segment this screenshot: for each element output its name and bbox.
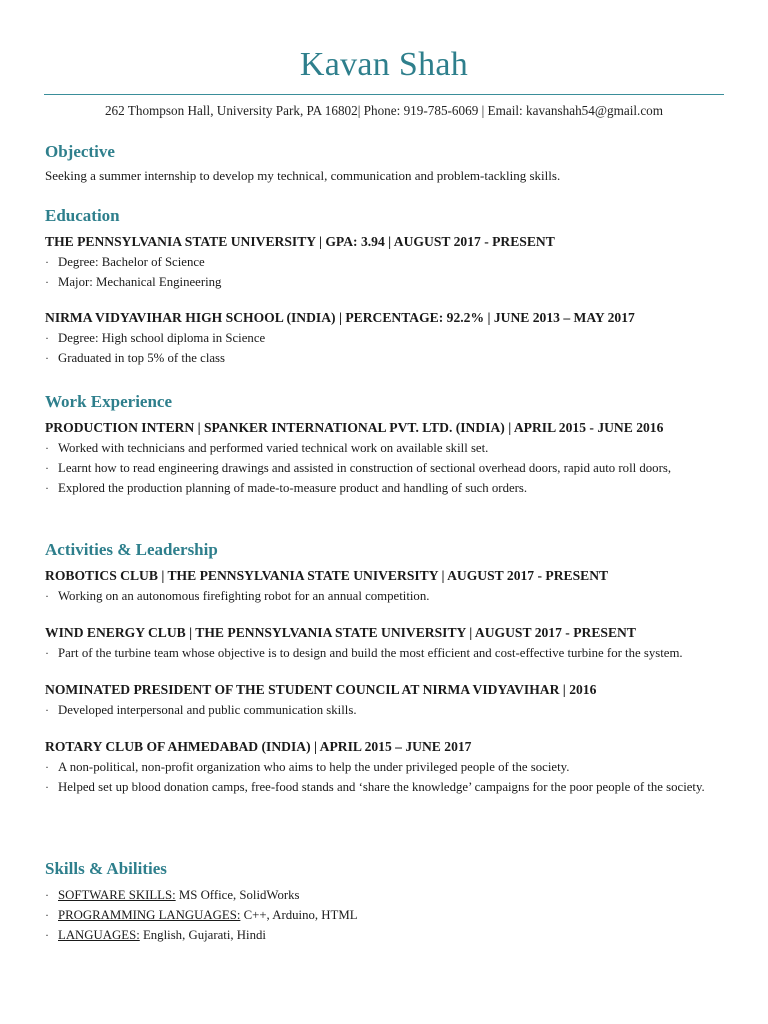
list-item-text: Part of the turbine team whose objective is to design and build the most efficient and cost-effective turbine for the system. <box>58 646 683 660</box>
entry-heading: THE PENNSYLVANIA STATE UNIVERSITY | GPA: 3.94 | AUGUST 2017 - PRESENT <box>45 234 555 249</box>
list-item-text: Worked with technicians and performed varied technical work on available skill set. <box>58 441 489 455</box>
bullet-icon: · <box>45 646 49 660</box>
skills-section <box>45 859 725 945</box>
section-title-activities: Activities & Leadership <box>45 540 218 559</box>
education-section <box>45 206 725 368</box>
list-item <box>45 905 725 925</box>
bullet-icon: · <box>45 888 49 902</box>
activities-section <box>45 540 725 797</box>
skill-label: SOFTWARE SKILLS: <box>58 888 176 902</box>
list-item <box>45 458 725 478</box>
entry-heading: NIRMA VIDYAVIHAR HIGH SCHOOL (INDIA) | PERCENTAGE: 92.2% | JUNE 2013 – MAY 2017 <box>45 310 635 325</box>
list-item <box>45 643 725 663</box>
list-item-text: Explored the production planning of made-to-measure product and handling of such orders. <box>58 481 528 495</box>
list-item-text: Working on an autonomous firefighting robot for an annual competition. <box>58 589 430 603</box>
section-title-objective: Objective <box>45 142 115 161</box>
skill-label: LANGUAGES: <box>58 928 140 942</box>
bullet-icon: · <box>45 275 49 289</box>
activity-entry <box>45 737 725 797</box>
bullet-icon: · <box>45 331 49 345</box>
bullet-icon: · <box>45 461 49 475</box>
objective-text: Seeking a summer internship to develop my technical, communication and problem-tackling skills. <box>45 168 561 183</box>
skill-value: English, Gujarati, Hindi <box>139 928 266 942</box>
list-item <box>45 777 725 797</box>
activity-entry <box>45 623 725 663</box>
list-item <box>45 252 725 272</box>
entry-heading: WIND ENERGY CLUB | THE PENNSYLVANIA STATE UNIVERSITY | AUGUST 2017 - PRESENT <box>45 625 636 640</box>
objective-section <box>45 142 725 186</box>
list-item <box>45 438 725 458</box>
bullet-icon: · <box>45 908 49 922</box>
bullet-icon: · <box>45 928 49 942</box>
activity-entry <box>45 680 725 720</box>
list-item <box>45 757 725 777</box>
header-divider <box>44 94 724 95</box>
entry-heading: NOMINATED PRESIDENT OF THE STUDENT COUNCIL AT NIRMA VIDYAVIHAR | 2016 <box>45 682 597 697</box>
bullet-icon: · <box>45 760 49 774</box>
list-item <box>45 925 725 945</box>
bullet-icon: · <box>45 255 49 269</box>
list-item <box>45 700 725 720</box>
section-title-skills: Skills & Abilities <box>45 859 167 878</box>
section-title-education: Education <box>45 206 120 225</box>
bullet-icon: · <box>45 441 49 455</box>
skill-value: MS Office, SolidWorks <box>175 888 300 902</box>
bullet-icon: · <box>45 481 49 495</box>
bullet-icon: · <box>45 780 49 794</box>
list-item-text: Degree: High school diploma in Science <box>58 331 266 345</box>
candidate-name: Kavan Shah <box>299 46 469 83</box>
list-item-text: A non-political, non-profit organization who aims to help the under privileged people of the society. <box>58 760 570 774</box>
entry-heading: ROTARY CLUB OF AHMEDABAD (INDIA) | APRIL 2015 – JUNE 2017 <box>45 739 472 754</box>
entry-heading: ROBOTICS CLUB | THE PENNSYLVANIA STATE UNIVERSITY | AUGUST 2017 - PRESENT <box>45 568 609 583</box>
entry-heading: PRODUCTION INTERN | SPANKER INTERNATIONAL PVT. LTD. (INDIA) | APRIL 2015 - JUNE 2016 <box>45 420 664 435</box>
list-item-text: Learnt how to read engineering drawings and assisted in construction of sectional overhead doors, rapid auto roll doors, <box>58 461 672 475</box>
education-entry <box>45 308 725 368</box>
contact-line: 262 Thompson Hall, University Park, PA 16802| Phone: 919-785-6069 | Email: kavanshah54@gmail.com <box>104 103 664 118</box>
list-item <box>45 272 725 292</box>
activity-entry <box>45 566 725 606</box>
bullet-icon: · <box>45 589 49 603</box>
list-item-text: Major: Mechanical Engineering <box>58 275 222 289</box>
list-item <box>45 328 725 348</box>
list-item <box>45 478 725 498</box>
education-entry <box>45 232 725 292</box>
work-entry <box>45 418 725 498</box>
bullet-icon: · <box>45 351 49 365</box>
skill-label: PROGRAMMING LANGUAGES: <box>58 908 241 922</box>
list-item <box>45 348 725 368</box>
list-item-text: Developed interpersonal and public communication skills. <box>58 703 357 717</box>
list-item-text: Graduated in top 5% of the class <box>58 351 226 365</box>
section-title-work: Work Experience <box>45 392 173 411</box>
skill-value: C++, Arduino, HTML <box>240 908 358 922</box>
list-item-text: Degree: Bachelor of Science <box>58 255 205 269</box>
bullet-icon: · <box>45 703 49 717</box>
list-item <box>45 885 725 905</box>
work-section <box>45 392 725 498</box>
list-item-text: Helped set up blood donation camps, free-food stands and ‘share the knowledge’ campaigns for the poor people of the society. <box>58 780 705 794</box>
list-item <box>45 586 725 606</box>
